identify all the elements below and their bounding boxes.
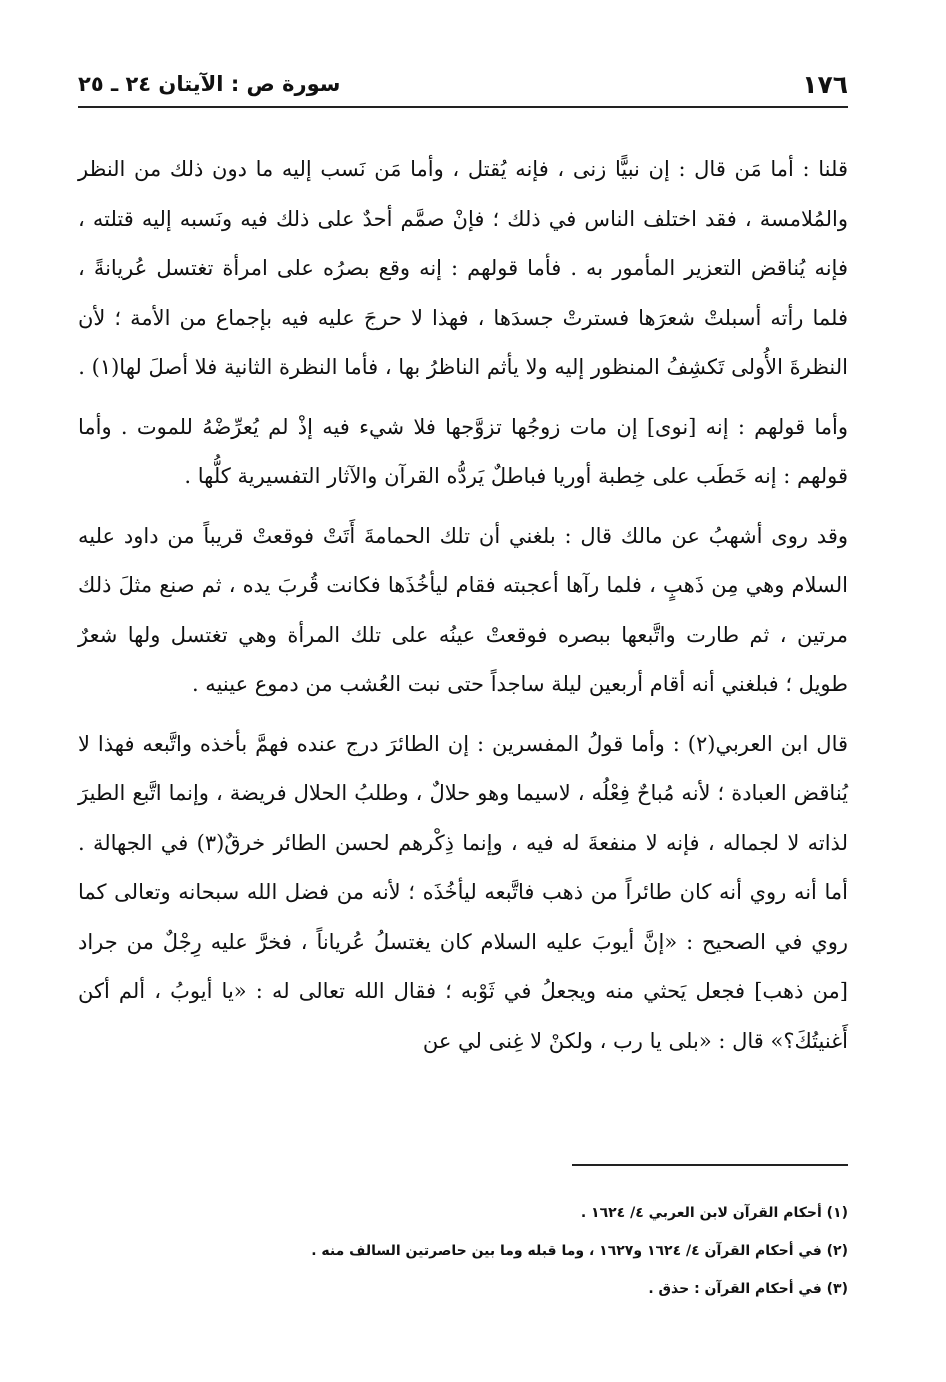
- paragraph: قلنا : أما مَن قال : إن نبيًّا زنى ، فإنه يُقتل ، وأما مَن نَسب إليه ما دون ذلك من النظر والمُلامسة ، فقد اختلف الناس في ذلك ؛ فإنْ صمَّم أحدٌ على ذلك فيه ونَسبه إليه قتلته ، فإنه يُناقض التعزير المأمور به . فأما قولهم : إنه وقع بصرُه على امرأة تغتسل عُريانةً ، فلما رأته أسبلتْ شعرَها فسترتْ جسدَها ، فهذا لا حرجَ عليه فيه بإجماع من الأمة ؛ لأن النظرةَ الأُولى تَكشِفُ المنظور إليه ولا يأثم الناظرُ بها ، فأما النظرة الثانية فلا أصلَ لها(١) .: [78, 157, 848, 379]
- footnotes: [78, 1194, 848, 1308]
- paragraph: وقد روى أشهبُ عن مالك قال : بلغني أن تلك الحمامةَ أَتَتْ فوقعتْ قريباً من داود عليه السلام وهي مِن ذَهبٍ ، فلما رآها أعجبته فقام ليأخُذَها فكانت قُربَ يده ، ثم صنع مثلَ ذلك مرتين ، ثم طارت واتَّبعها ببصره فوقعتْ عينُه على تلك المرأة وهي تغتسل ولها شعرٌ طويل ؛ فبلغني أنه أقام أربعين ليلة ساجداً حتى نبت العُشب من دموع عينيه .: [78, 523, 848, 696]
- page-number: ١٧٦: [802, 70, 848, 99]
- header-rule: [78, 106, 848, 108]
- footnote: (٢) في أحكام القرآن ٤/ ١٦٢٤ و١٦٢٧ ، وما قبله وما بين حاصرتين السالف منه .: [311, 1243, 848, 1259]
- running-title: سورة ص : الآيتان ٢٤ ـ ٢٥: [78, 72, 341, 96]
- paragraph: قال ابن العربي(٢) : وأما قولُ المفسرين : إن الطائرَ درج عنده فهمَّ بأخذه واتَّبعه فهذا لا يُناقض العبادة ؛ لأنه مُباحٌ فِعْلُه ، لاسيما وهو حلالٌ ، وطلبُ الحلال فريضة ، وإنما اتَّبع الطيرَ لذاته لا لجماله ، فإنه لا منفعةَ له فيه ، وإنما ذِكْرهم لحسن الطائر خرقٌ(٣) في الجهالة . أما أنه روي أنه كان طائراً من ذهب فاتَّبعه ليأخُذَه ؛ لأنه من فضل الله سبحانه وتعالى كما روي في الصحيح : «إنَّ أيوبَ عليه السلام كان يغتسلُ عُرياناً ، فخرَّ عليه رِجْلٌ من جراد [من ذهب] فجعل يَحثي منه ويجعلُ في ثَوْبه ؛ فقال الله تعالى له : «يا أيوبُ ، ألم أكن أَغنيتُكَ؟» قال : «بلى يا رب ، ولكنْ لا غِنى لي عن: [78, 731, 849, 1053]
- footnote: (٣) في أحكام القرآن : حذق .: [648, 1281, 848, 1297]
- footnote-rule: [572, 1164, 848, 1166]
- body-text: [78, 145, 848, 1066]
- page-header: [78, 66, 848, 106]
- paragraph: وأما قولهم : إنه [نوى] إن مات زوجُها تزوَّجها فلا شيء فيه إذْ لم يُعرِّضْهُ للموت . وأما قولهم : إنه خَطَب على خِطبة أوريا فباطلٌ يَردُّه القرآن والآثار التفسيرية كلُّها .: [78, 414, 848, 488]
- footnote: (١) أحكام القرآن لابن العربي ٤/ ١٦٢٤ .: [580, 1205, 848, 1221]
